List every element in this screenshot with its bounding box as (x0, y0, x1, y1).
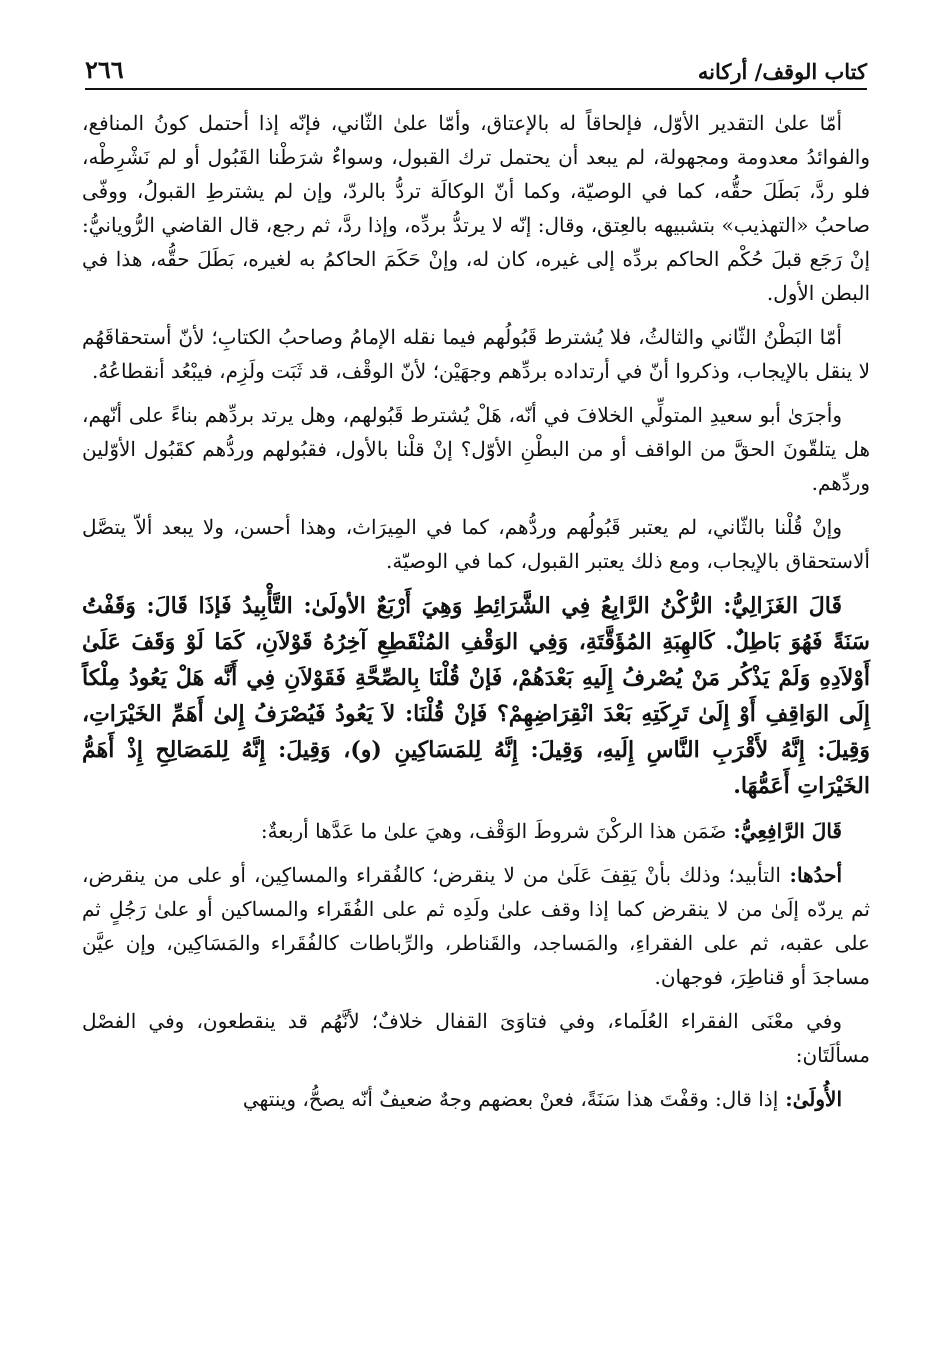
paragraph-text: أمّا البَطْنُ الثّاني والثالثُ، فلا يُشترط قَبُولُهم فيما نقله الإمامُ وصاحبُ الكتابِ؛ لأنّ أستحقاقَهُم لا ينقل بالإيجاب، وذكروا أنّ في أرتداده بردِّهم وجهَيْن؛ لأنّ الوقْف، قد ثَبَت ولَزِم، فيبْعُد أنقطاعُهُ. (82, 325, 870, 383)
page-body (82, 106, 870, 1126)
paragraph-text: إذا قال: وقفْتَ هذا سَنَةً، فعنْ بعضهم وجهٌ ضعيفٌ أنّه يصحُّ، وينتهي (242, 1087, 779, 1111)
paragraph-text: ضَمَن هذا الركْنَ شروطَ الوَقْف، وهيَ علىٰ ما عَدَّها أربعةٌ: (260, 819, 727, 843)
speaker-label: قَالَ الرَّافِعِيُّ: (726, 819, 842, 843)
paragraph (82, 1004, 870, 1072)
paragraph-text: أمّا علىٰ التقدير الأوّل، فإلحاقاً له بالإعتاق، وأمّا علىٰ الثّاني، فإنّه إذا أحتمل كونُ المنافع، والفوائدُ معدومة ومجهولة، لم يبعد أن يحتمل ترك القبول، وسواءٌ شرَطْنا القَبُول أو لم نَشْرِطْه، فلو ردَّ، بَطَلَ حقُّه، كما في الوصيّة، وكما أنّ الوكالَة تردُّ بالردّ، وإن لم يشترطِ القبولُ، ووفّى صاحبُ «التهذيب» بتشبيهه بالعِتق، وقال: إنّه لا يرتدُّ بردِّه، وإذا ردَّ، ثم رجع، قال القاضي الرُّويانيُّ: إنْ رَجَع قبلَ حُكْم الحاكم بردِّه إلى غيره، كان له، وإنْ حَكَمَ الحاكمُ به لغيره، بَطَلَ حقُّه، هذا في البطن الأول. (82, 111, 870, 305)
paragraph-text: الرُّكْنُ الرَّابِعُ فِي الشَّرَائِطِ وَهِيَ أَرْبَعٌ الأولَىٰ: التَّأْبِيدُ فَإذَا قَالَ: وَقَفْتُ سَنَةً فَهُوَ بَاطِلٌ. كَالهِبَةِ المُؤَقَّتَةِ، وَفِي الوَقْفِ المُنْقَطِعِ آخِرُهُ قَوْلاَنِ، كَمَا لَوْ وَقَفَ عَلَىٰ أَوْلاَدِهِ وَلَمْ يَذْكُر مَنْ يُصْرفُ إِلَيهِ بَعْدَهُمْ، فَإنْ قُلْنَا بِالصِّحَّةِ فَقَوْلاَنِ فِي أَنَّه هَلْ يَعُودُ مِلْكاً إِلَى الوَاقِفِ أَوْ إِلَىٰ تَرِكَتِهِ بَعْدَ انْقِرَاضِهِمْ؟ فَإنْ قُلْنَا: لاَ يَعُودُ فَيُصْرَفُ إِلىٰ أَهَمِّ الخَيْرَاتِ، وَقِيلَ: إِنَّهُ لأَقْرَبِ النَّاسِ إِلَيهِ، وَقِيلَ: إِنَّهُ لِلمَسَاكِينِ (و)، وَقِيلَ: إِنَّهُ لِلمَصَالِحِ إِذْ أَهَمُّ الخَيْرَاتِ أَعَمُّهَا. (82, 593, 870, 799)
running-title: كتاب الوقف/ أركانه (697, 59, 867, 84)
paragraph-text: وإنْ قُلْنا بالثّاني، لم يعتبر قَبُولُهم وردُّهم، كما في المِيرَاث، وهذا أحسن، ولا يبعد ألاّ يتصَّل ألاستحقاق بالإيجاب، ومع ذلك يعتبر القبول، كما في الوصيّة. (82, 515, 870, 573)
rafii-commentary (82, 814, 870, 848)
paragraph (82, 320, 870, 388)
paragraph (82, 858, 870, 994)
paragraph (82, 1082, 870, 1116)
speaker-label: قَالَ الغَزَالِيُّ: (712, 593, 842, 619)
paragraph (82, 106, 870, 310)
page-header (85, 48, 867, 90)
paragraph (82, 510, 870, 578)
ghazali-quote (82, 588, 870, 804)
paragraph (82, 398, 870, 500)
paragraph-text: وأجرَىٰ أبو سعيدِ المتولِّي الخلافَ في أنّه، هَلْ يُشترط قَبُولهم، وهل يرتد بردِّهم بناءً على أنّهم، هل يتلقّونَ الحقَّ من الواقف أو من البطْنِ الأوّل؟ إنْ قلْنا بالأول، فقبُولهم وردُّهم كقَبُول الأوّلين وردِّهم. (82, 403, 870, 495)
section-label: أحدُها: (780, 863, 842, 887)
section-label: الأُولَىٰ: (778, 1087, 842, 1111)
paragraph-text: التأبيد؛ وذلك بأنْ يَقِفَ عَلَىٰ من لا ينقرض؛ كالفُقراء والمساكِين، أو على من ينقرض، ثم يردّه إلَىٰ من لا ينقرض كما إذا وقف علىٰ ولَدِه ثم على الفُقَراء والمساكين أو علىٰ رَجُلٍ ثم على عقبه، ثم على الفقراءِ، والمَساجد، والقَناطر، والرِّباطات كالفُقَراء والمَسَاكِين، وإن عيَّن مساجدَ أو قناطِرَ، فوجهان. (82, 863, 870, 989)
paragraph-text: وفي معْنَى الفقراء العُلَماء، وفي فتاوَىَ القفال خلافٌ؛ لأنَّهُم قد ينقطعون، وفي الفصْل مسألَتَان: (82, 1009, 870, 1067)
page-number: ٢٦٦ (85, 55, 124, 84)
